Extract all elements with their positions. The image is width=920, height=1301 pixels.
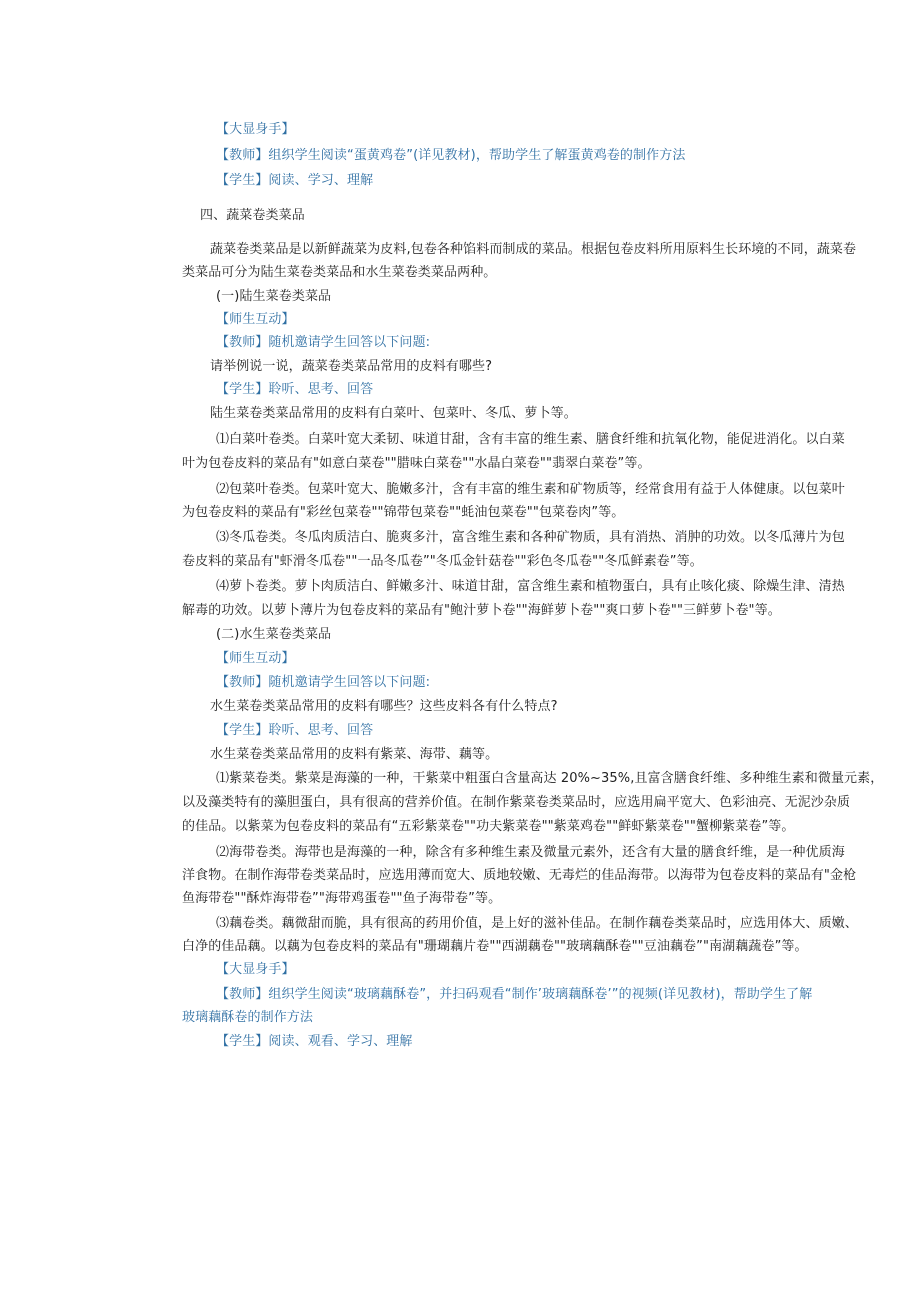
paragraph-line: 叶为包卷皮料的菜品有"如意白菜卷""腊味白菜卷""水晶白菜卷""翡翠白菜卷”等。 [182,456,651,471]
paragraph-line: 为包卷皮料的菜品有"彩丝包菜卷""锦带包菜卷""蚝油包菜卷""包菜卷肉”等。 [182,505,625,520]
student-activity: 【学生】阅读、学习、理解 [216,173,374,188]
section-label-interaction: 【师生互动】 [216,651,295,666]
subsection-heading: (一)陆生菜卷类菜品 [216,289,332,304]
paragraph-line: 以及藻类特有的藻胆蛋白，具有很高的营养价值。在制作紫菜卷类菜品时，应选用扁平宽大、色彩油亮、无泥沙杂质 [182,795,851,810]
paragraph-line: 白净的佳品藕。以藕为包卷皮料的菜品有"珊瑚藕片卷""西湖藕卷""玻璃藕酥卷""豆油藕卷”"南湖藕蔬卷”等。 [182,939,808,954]
teacher-activity: 【教师】组织学生阅读“玻璃藕酥卷”，并扫码观看“制作’玻璃藕酥卷’”的视频(详见教材)，帮助学生了解 [216,987,813,1002]
teacher-activity: 【教师】随机邀请学生回答以下问题: [216,675,431,690]
paragraph-line: 类菜品可分为陆生菜卷类菜品和水生菜卷类菜品两种。 [182,265,497,280]
paragraph-line: 陆生菜卷类菜品常用的皮料有白菜叶、包菜叶、冬瓜、萝卜等。 [210,406,577,421]
paragraph-line: ⑴白菜叶卷类。白菜叶宽大柔韧、味道甘甜，含有丰富的维生素、膳食纤维和抗氧化物，能促进消化。以白菜 [216,432,845,447]
teacher-activity: 【教师】随机邀请学生回答以下问题: [216,335,431,350]
paragraph-line: ⑵包菜叶卷类。包菜叶宽大、脆嫩多汁，含有丰富的维生素和矿物质等，经常食用有益于人体健康。以包菜叶 [216,482,845,497]
paragraph-line: 卷皮料的菜品有"虾滑冬瓜卷""一品冬瓜卷”"冬瓜金针菇卷""彩色冬瓜卷""冬瓜鲜素卷”等。 [182,554,703,569]
section-label-interaction: 【师生互动】 [216,312,295,327]
paragraph-line: 洋食物。在制作海带卷类菜品时，应选用薄而宽大、质地较嫩、无毒烂的佳品海带。以海带为包卷皮料的菜品有"金枪 [182,868,857,883]
section-label-showcase: 【大显身手】 [216,962,295,977]
paragraph-line: 鱼海带卷""酥炸海带卷”"海带鸡蛋卷""鱼子海带卷”等。 [182,891,502,906]
subsection-heading: (二)水生菜卷类菜品 [216,627,332,642]
question-text: 请举例说一说，蔬菜卷类菜品常用的皮料有哪些? [210,359,493,374]
section-heading: 四、蔬菜卷类菜品 [200,208,305,223]
paragraph-line: 的佳品。以紫菜为包卷皮料的菜品有“五彩紫菜卷""功夫紫菜卷""紫菜鸡卷""鲜虾紫菜卷""蟹柳紫菜卷”等。 [182,819,795,834]
teacher-activity-continued: 玻璃藕酥卷的制作方法 [182,1010,314,1025]
paragraph-line: ⑶藕卷类。藕微甜而脆，具有很高的药用价值，是上好的滋补佳品。在制作藕卷类菜品时，应选用体大、质嫩、 [216,916,858,931]
paragraph-line: 水生菜卷类菜品常用的皮料有紫菜、海带、藕等。 [210,747,499,762]
section-label-showcase: 【大显身手】 [216,122,295,137]
teacher-activity: 【教师】组织学生阅读“蛋黄鸡卷”(详见教材)，帮助学生了解蛋黄鸡卷的制作方法 [216,148,686,163]
student-activity: 【学生】聆听、思考、回答 [216,723,374,738]
paragraph-line: 蔬菜卷类菜品是以新鲜蔬菜为皮料,包卷各种馅料而制成的菜品。根据包卷皮料所用原料生长环境的不同，蔬菜卷 [210,242,857,257]
paragraph-line: 解毒的功效。以萝卜薄片为包卷皮料的菜品有"鲍汁萝卜卷""海鲜萝卜卷""爽口萝卜卷""三鲜萝卜卷"等。 [182,603,781,618]
paragraph-line: ⑶冬瓜卷类。冬瓜肉质洁白、脆爽多汁，富含维生素和各种矿物质，具有消热、消肿的功效。以冬瓜薄片为包 [216,530,845,545]
student-activity: 【学生】阅读、观看、学习、理解 [216,1034,413,1049]
paragraph-line: ⑷萝卜卷类。萝卜肉质洁白、鲜嫩多汁、味道甘甜，富含维生素和植物蛋白，具有止咳化痰、除燥生津、清热 [216,579,845,594]
student-activity: 【学生】聆听、思考、回答 [216,382,374,397]
paragraph-line: ⑵海带卷类。海带也是海藻的一种，除含有多种维生素及微量元素外，还含有大量的膳食纤维，是一种优质海 [216,845,845,860]
question-text: 水生菜卷类菜品常用的皮料有哪些？这些皮料各有什么特点? [210,699,558,714]
paragraph-line: ⑴紫菜卷类。紫菜是海藻的一种，干紫菜中粗蛋白含量高达 20%~35%,且富含膳食纤维、多种维生素和微量元素， [216,771,884,786]
